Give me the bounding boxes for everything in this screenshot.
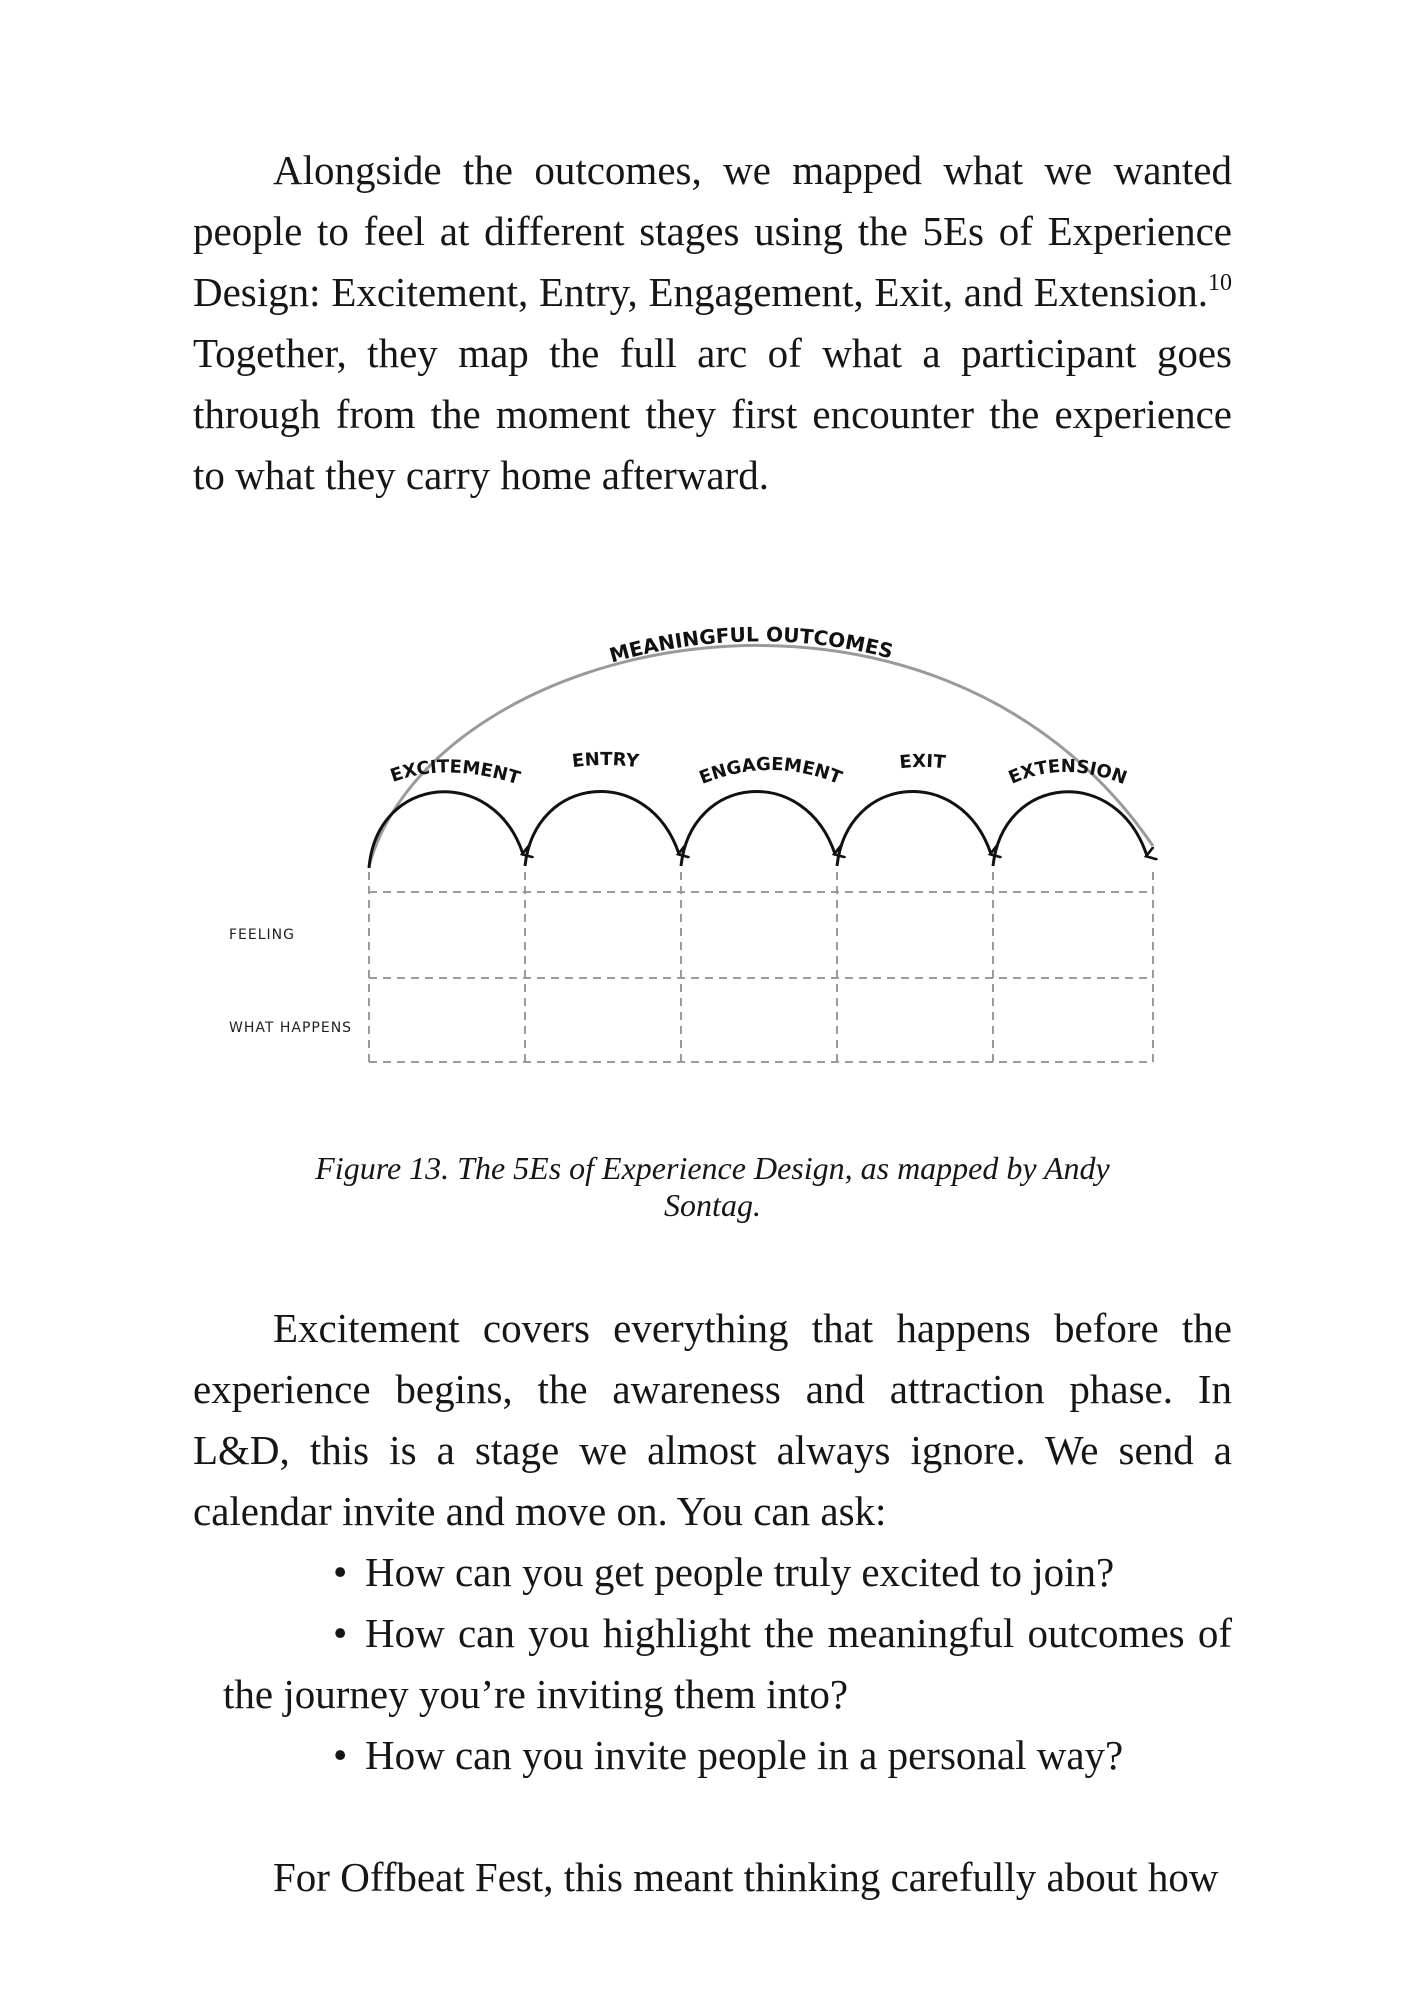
footnote-marker[interactable]: 10 bbox=[1208, 270, 1232, 296]
bullet-icon: • bbox=[333, 1610, 348, 1656]
stage-arc-engagement bbox=[681, 792, 835, 866]
closing-paragraph: For Offbeat Fest, this meant thinking carefully about how bbox=[273, 1854, 1219, 1900]
row-label-what-happens: WHAT HAPPENS bbox=[229, 1020, 353, 1036]
stage-label-entry: ENTRY bbox=[570, 748, 640, 773]
experience-grid bbox=[369, 872, 1153, 1062]
stage-label-exit: EXIT bbox=[898, 750, 947, 774]
row-label-feeling: FEELING bbox=[229, 927, 295, 943]
excitement-paragraph: Excitement covers everything that happens before the experience begins, the awareness and attraction phase. In L&D, this is a stage we almost always ignore. We send a calendar invite and move on. You can ask: bbox=[193, 1305, 1232, 1534]
list-item bbox=[193, 1603, 1232, 1725]
five-es-figure bbox=[193, 554, 1232, 1134]
question-list bbox=[193, 1542, 1232, 1786]
intro-text-end: Together, they map the full arc of what a participant goes through from the moment they first encounter the experience to what they carry home afterward. bbox=[193, 330, 1232, 498]
stage-label-excitement: EXCITEMENT bbox=[387, 756, 523, 790]
stage-arc-excitement bbox=[369, 792, 523, 868]
list-item-text: How can you highlight the meaningful outcomes of the journey you’re inviting them into? bbox=[223, 1610, 1232, 1717]
list-item bbox=[193, 1725, 1232, 1786]
intro-paragraph bbox=[193, 140, 1232, 506]
stage-label-engagement: ENGAGEMENT bbox=[696, 753, 845, 789]
figure-caption: Figure 13. The 5Es of Experience Design, as mapped by Andy Sontag. bbox=[315, 1150, 1110, 1223]
book-page bbox=[193, 140, 1232, 1908]
list-item-text: How can you invite people in a personal way? bbox=[365, 1732, 1124, 1778]
outcomes-label: MEANINGFUL OUTCOMES bbox=[606, 622, 896, 668]
intro-text-start: Alongside the outcomes, we mapped what we wanted people to feel at different stages using the 5Es of Experience Design: Excitement, Entry, Engagement, Exit, and Extension. bbox=[193, 147, 1232, 315]
stage-arc-entry bbox=[525, 792, 679, 866]
stage-arc-exit bbox=[837, 792, 991, 866]
bullet-icon: • bbox=[333, 1549, 348, 1595]
bullet-icon: • bbox=[333, 1732, 348, 1778]
five-es-diagram bbox=[193, 554, 1232, 1134]
list-item-text: How can you get people truly excited to join? bbox=[365, 1549, 1115, 1595]
stage-label-extension: EXTENSION bbox=[1005, 755, 1130, 789]
list-item bbox=[193, 1542, 1232, 1603]
stage-arc-extension bbox=[993, 792, 1147, 866]
